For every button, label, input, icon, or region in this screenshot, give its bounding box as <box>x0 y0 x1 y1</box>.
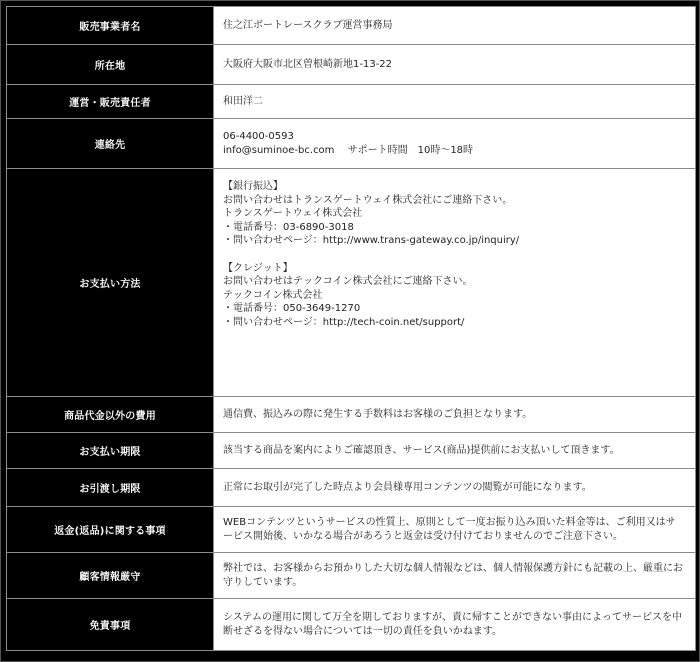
row-value: 住之江ボートレースクラブ運営事務局 <box>214 7 696 45</box>
row-label: 返金(返品)に関する事項 <box>7 507 214 553</box>
bank-company: トランスゲートウェイ株式会社 <box>223 208 363 219</box>
commerce-law-table <box>6 6 696 651</box>
row-label: 連絡先 <box>7 119 214 169</box>
table-row-seller <box>7 7 696 45</box>
row-value: システムの運用に関して万全を期しておりますが、責に帰すことができない事由によってサービスを中断せざるを得ない場合については一切の責任を負いかねます。 <box>214 599 696 651</box>
row-value: 該当する商品を案内によりご確認頂き、サービス(商品)提供前にお支払いして頂きます。 <box>214 433 696 469</box>
spacer <box>223 248 685 262</box>
contact-phone: 06-4400-0593 <box>223 131 294 142</box>
credit-company: テックコイン株式会社 <box>223 289 323 301</box>
row-value <box>214 169 696 397</box>
table-row-address <box>7 45 696 85</box>
table-row-manager <box>7 85 696 119</box>
row-value: 通信費、振込みの際に発生する手数料はお客様のご負担となります。 <box>214 397 696 433</box>
table-row-delivery <box>7 469 696 507</box>
table-row-contact <box>7 119 696 169</box>
row-label: お支払い方法 <box>7 169 214 397</box>
row-value: 正常にお取引が完了した時点より会員様専用コンテンツの閲覧が可能になります。 <box>214 469 696 507</box>
bank-inquiry-page: ・問い合わせページ：http://www.trans-gateway.co.jp/inquiry/ <box>223 235 520 246</box>
table-row-other-fees <box>7 397 696 433</box>
credit-heading: 【クレジット】 <box>223 262 293 274</box>
row-label: 運営・販売責任者 <box>7 85 214 119</box>
bank-heading: 【銀行振込】 <box>223 181 283 192</box>
row-value <box>214 119 696 169</box>
row-label: お支払い期限 <box>7 433 214 469</box>
table-row-payment-methods <box>7 169 696 397</box>
contact-email-hours: info@suminoe-bc.com サポート時間 10時～18時 <box>223 144 474 156</box>
row-label: 顧客情報厳守 <box>7 553 214 599</box>
bank-contact-note: お問い合わせはトランスゲートウェイ株式会社にご連絡下さい。 <box>223 194 513 206</box>
table-row-refund <box>7 507 696 553</box>
credit-contact-note: お問い合わせはテックコイン株式会社にご連絡下さい。 <box>223 276 473 287</box>
row-label: お引渡し期限 <box>7 469 214 507</box>
row-value: 大阪府大阪市北区曽根崎新地1-13-22 <box>214 45 696 85</box>
credit-phone: ・電話番号：050-3649-1270 <box>223 303 361 314</box>
bank-transfer-info <box>223 180 685 248</box>
row-value: 弊社では、お客様からお預かりした大切な個人情報などは、個人情報保護方針にも記載の上、厳重にお守りしています。 <box>214 553 696 599</box>
table-row-payment-deadline <box>7 433 696 469</box>
row-label: 免責事項 <box>7 599 214 651</box>
credit-inquiry-page: ・問い合わせページ：http://tech-coin.net/support/ <box>223 316 465 328</box>
bank-phone: ・電話番号：03-6890-3018 <box>223 221 354 233</box>
row-value: WEBコンテンツというサービスの性質上、原則として一度お振り込み頂いた料金等は、ご利用又はサービス開始後、いかなる場合があろうと返金は受け付けておりませんのでご注意下さい。 <box>214 507 696 553</box>
row-value: 和田洋二 <box>214 85 696 119</box>
credit-card-info <box>223 262 685 330</box>
row-label: 商品代金以外の費用 <box>7 397 214 433</box>
table-row-privacy <box>7 553 696 599</box>
row-label: 所在地 <box>7 45 214 85</box>
row-label: 販売事業者名 <box>7 7 214 45</box>
table-row-disclaimer <box>7 599 696 651</box>
